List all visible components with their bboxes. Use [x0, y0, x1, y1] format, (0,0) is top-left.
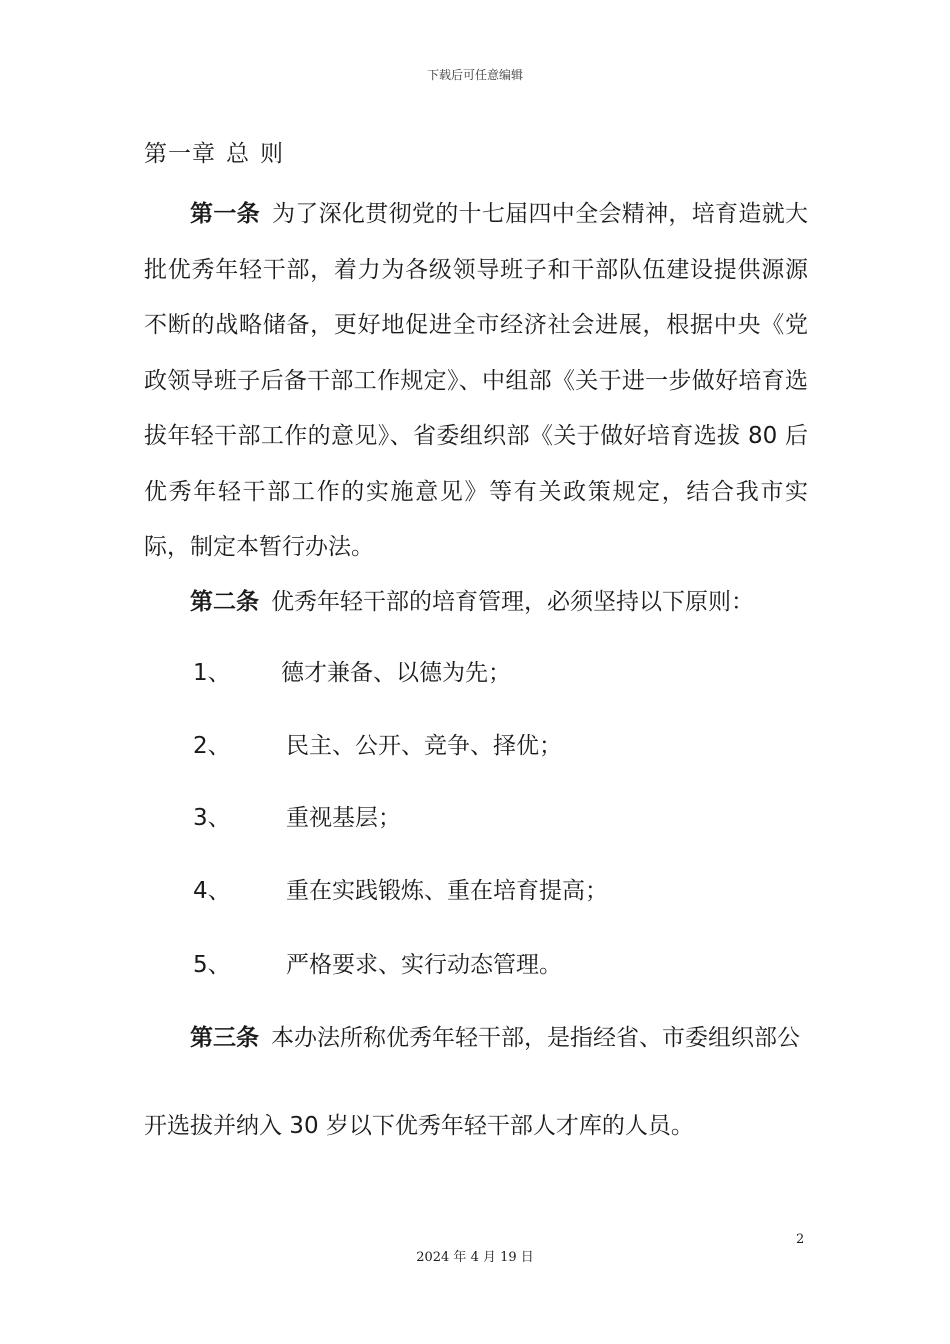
article-3-text: 本办法所称优秀年轻干部，是指经省、市委组织部公: [271, 1025, 800, 1051]
principle-text: 重视基层；: [286, 805, 401, 831]
article-3-label: 第三条: [190, 1025, 259, 1051]
article-2-label: 第二条: [190, 589, 259, 615]
principle-text: 严格要求、实行动态管理。: [286, 952, 562, 978]
article-2: [144, 575, 808, 631]
chapter-word-1: 总: [226, 141, 250, 167]
article-2-text: 优秀年轻干部的培育管理，必须坚持以下原则：: [271, 589, 754, 615]
principle-text: 民主、公开、竞争、择优；: [286, 733, 562, 759]
principle-number: 2、: [193, 733, 231, 759]
principle-number: 5、: [193, 952, 231, 978]
principle-text: 德才兼备、以德为先；: [281, 660, 511, 686]
chapter-number: 第一章: [144, 141, 216, 167]
article-3: [144, 1011, 808, 1067]
article-1: [144, 187, 808, 576]
article-3-continuation: 开选拔并纳入 30 岁以下优秀年轻干部人才库的人员。: [144, 1113, 694, 1139]
chapter-title: [144, 135, 284, 168]
principle-number: 4、: [193, 878, 231, 904]
principle-text: 重在实践锻炼、重在培育提高；: [286, 878, 608, 904]
article-1-text: 为了深化贯彻党的十七届四中全会精神，培育造就大批优秀年轻干部，着力为各级领导班子和干部队伍建设提供源源不断的战略储备，更好地促进全市经济社会进展，根据中央《党政领导班子后备干部工作规定》、中组部《关于进一步做好培育选拔年轻干部工作的意见》、省委组织部《关于做好培育选拔 80 后优秀年轻干部工作的实施意见》等有关政策规定，结合我市实际，制定本暂行办法。: [144, 201, 809, 560]
page-number: 2: [796, 1232, 805, 1247]
principle-number: 1、: [193, 660, 231, 686]
principle-number: 3、: [193, 805, 231, 831]
chapter-word-2: 则: [260, 141, 284, 167]
footer-date: 2024 年 4 月 19 日: [416, 1250, 534, 1265]
article-1-label: 第一条: [190, 201, 260, 227]
header-note: 下载后可任意编辑: [426, 68, 523, 82]
